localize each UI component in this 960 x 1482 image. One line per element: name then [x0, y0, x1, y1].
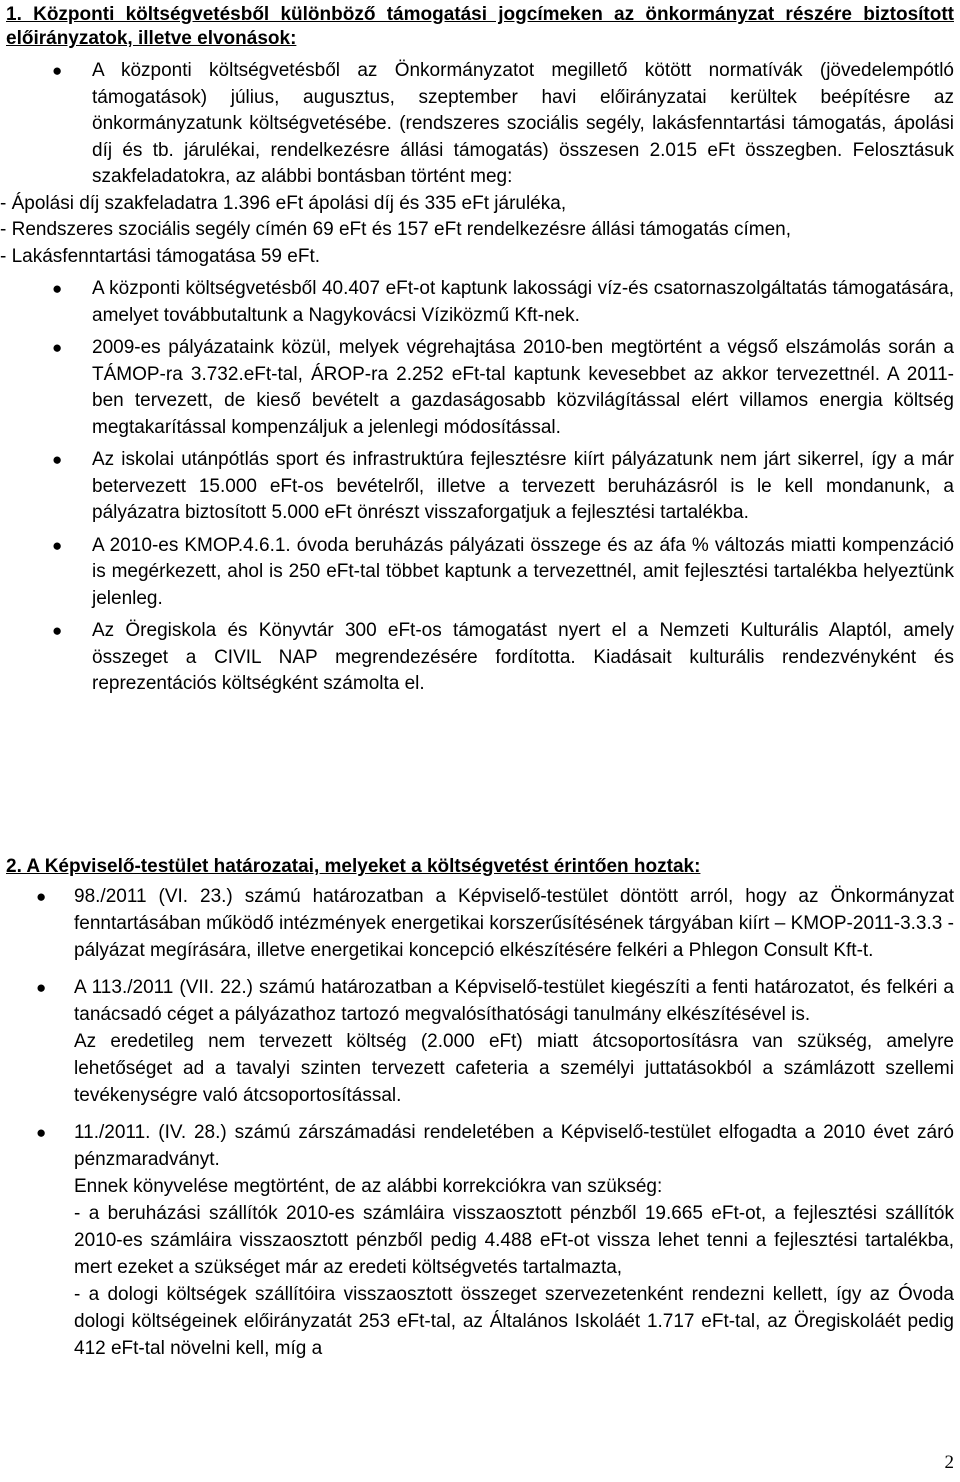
list-item-text: Az Öregiskola és Könyvtár 300 eFt-os támogatást nyert el a Nemzeti Kulturális Alaptól, amely összeget a CIVIL NAP megrendezésére fordította. Kiadásait kulturális rendezvényként és reprezentációs költségként számolta el.	[92, 620, 954, 694]
section-2-heading: 2. A Képviselő-testület határozatai, melyeket a költségvetést érintően hoztak:	[6, 856, 701, 877]
bullet-icon: ●	[52, 535, 63, 555]
list-item-text: Az iskolai utánpótlás sport és infrastruktúra fejlesztésre kiírt pályázatunk nem járt sikerrel, így a már betervezett 15.000 eFt-os bevételről, illetve a tervezett beruházásról is le kell mondanunk, a pályázatra biztosított 5.000 eFt önrészt visszaforgatjuk a fejlesztési tartalékba.	[92, 449, 954, 523]
paragraph-text: Ennek könyvelése megtörtént, de az alábbi korrekciókra van szükség:	[74, 1176, 663, 1197]
bullet-icon: ●	[52, 450, 63, 469]
list-item	[52, 618, 954, 698]
list-item	[52, 447, 954, 527]
list-item-text: A központi költségvetésből 40.407 eFt-ot kaptunk lakossági víz-és csatornaszolgáltatás támogatására, amelyet továbbutaltunk a Nagykovácsi Víziközmű Kft-nek.	[92, 278, 954, 326]
paragraph-text: 98./2011 (VI. 23.) számú határozatban a Képviselő-testület döntött arról, hogy az Önkormányzat fenntartásában működő intézmények energetikai korszerűsítésének tárgyában kiírt – KMOP-2011-3.3.3 - pályázat megírására, illetve energetikai koncepció elkészítésére felkéri a Phlegon Consult Kft-t.	[74, 886, 954, 961]
list-item	[52, 335, 954, 441]
paragraph-text: - a dologi költségek szállítóira visszaosztott összeget szervezetenként rendezni kellett, így az Óvoda dologi költségeinek előirányzatát 253 eFt-tal, az Általános Iskoláét 1.717 eFt-tal, az Öregiskoláét pedig 412 eFt-tal növelni kell, míg a	[74, 1284, 954, 1359]
sub-item-text: - Ápolási díj szakfeladatra 1.396 eFt ápolási díj és 335 eFt járuléka,	[0, 192, 567, 214]
bullet-icon: ●	[36, 978, 47, 997]
list-item	[52, 533, 954, 613]
list-item	[0, 58, 954, 270]
bullet-icon: ●	[52, 621, 63, 640]
paragraph-text: 11./2011. (IV. 28.) számú zárszámadási rendeletében a Képviselő-testület elfogadta a 2010 évet záró pénzmaradványt.	[74, 1122, 954, 1170]
bullet-icon: ●	[36, 1123, 47, 1142]
bullet-icon: ●	[52, 338, 63, 357]
paragraph-text: Az eredetileg nem tervezett költség (2.000 eFt) miatt átcsoportosításra van szükség, amelyre lehetőséget ad a tavalyi szinten tervezett cafeteria a személyi juttatásokból a számlázott szellemi tevékenységre való átcsoportosítással.	[74, 1031, 954, 1106]
sub-item-text: - Rendszeres szociális segély címén 69 eFt és 157 eFt rendelkezésre állási támogatás címen,	[0, 219, 791, 240]
bullet-icon: ●	[52, 279, 63, 298]
list-item-text: 2009-es pályázataink közül, melyek végrehajtása 2010-ben megtörtént a végső elszámolás során a TÁMOP-ra 3.732.eFt-tal, ÁROP-ra 2.252 eFt-tal kaptunk kevesebbet az akkor tervezettnél. A 2011-ben tervezett, de kieső bevételt a gazdaságosabb közvilágítással elért villamos energia költség megtakarítással kompenzáljuk a jelenlegi módosítással.	[92, 337, 954, 438]
bullet-icon: ●	[52, 61, 63, 80]
section-1-heading: 1. Központi költségvetésből különböző támogatási jogcímeken az önkormányzat részére biztosított előirányzatok, illetve elvonások:	[6, 4, 954, 49]
sub-item-text: - Lakásfenntartási támogatása 59 eFt.	[0, 245, 321, 267]
list-item	[36, 974, 954, 1109]
page-number: 2	[944, 1452, 954, 1473]
list-item	[52, 276, 954, 329]
list-item	[36, 883, 954, 964]
bullet-icon: ●	[36, 887, 47, 906]
section-2-list	[0, 883, 960, 1362]
paragraph-text: A 113./2011 (VII. 22.) számú határozatban a Képviselő-testület kiegészíti a fenti határozatot, és felkéri a tanácsadó céget a pályázathoz tartozó megvalósíthatósági tanulmány elkészítésével is.	[74, 977, 954, 1025]
list-item	[36, 1119, 954, 1362]
list-item-text: A 2010-es KMOP.4.6.1. óvoda beruházás pályázati összege és az áfa % változás miatti kompenzáció is megérkezett, ahol is 250 eFt-tal többet kaptunk a tervezettnél, amit fejlesztési tartalékba helyeztünk jelenleg.	[92, 534, 954, 609]
section-1-list	[0, 58, 960, 698]
paragraph-text: - a beruházási szállítók 2010-es számláira visszaosztott pénzből 19.665 eFt-ot, a fejlesztési szállítók 2010-es számláira visszaosztott pénzből pedig 4.488 eFt-ot vissza lehet tenni a fejlesztési tartalékba, mert ezeket a szükséget már az eredeti költségvetés tartalmazta,	[74, 1203, 954, 1278]
list-item-text: A központi költségvetésből az Önkormányzatot megillető kötött normatívák (jövedelempótló támogatások) július, augusztus, szeptember havi előirányzatai kerültek beépítésre az önkormányzatunk költségvetésébe. (rendszeres szociális segély, lakásfenntartási támogatás, ápolási díj és tb. járulékai, rendelkezésre állási támogatás) összesen 2.015 eFt összegben. Felosztásuk szakfeladatokra, az alábbi bontásban történt meg:	[92, 60, 954, 187]
